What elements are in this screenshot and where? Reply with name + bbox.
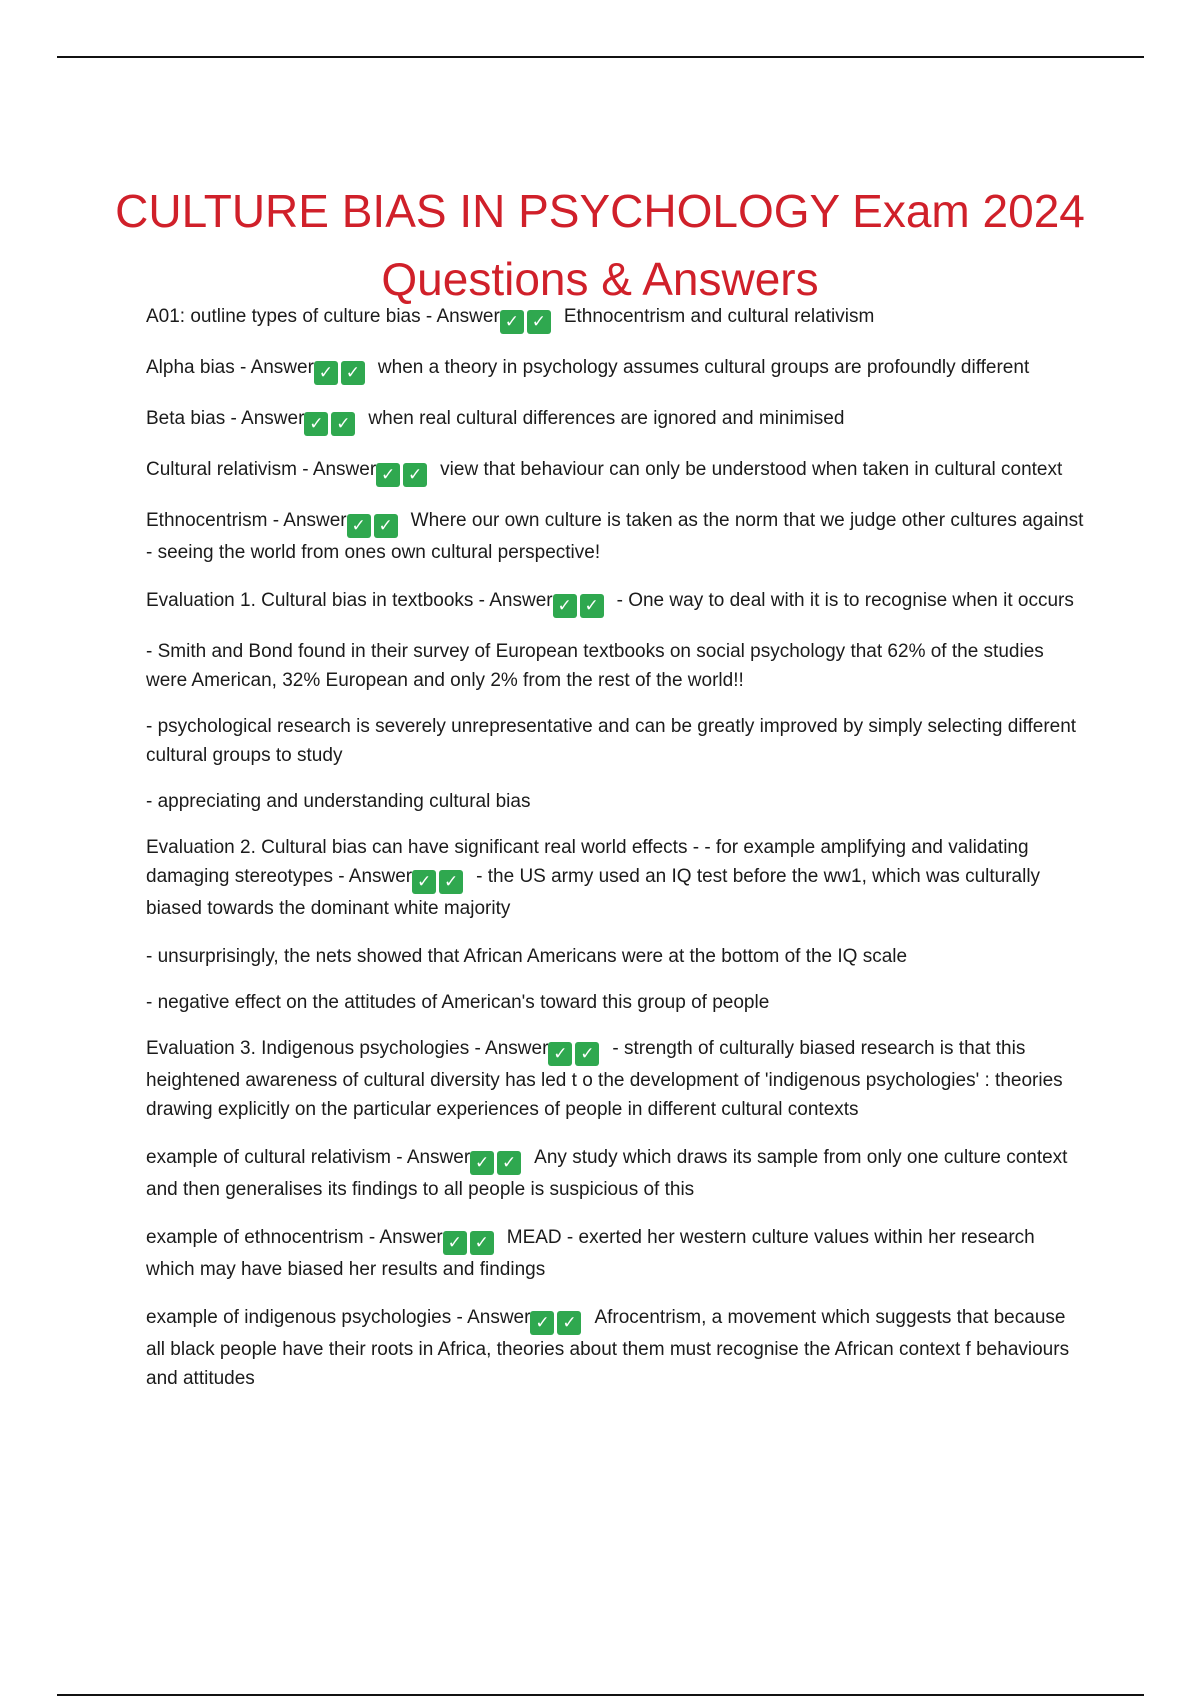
check-icon: ✓ — [553, 594, 577, 618]
qa-item — [146, 1223, 1086, 1284]
answer-continuation: - Smith and Bond found in their survey of European textbooks on social psychology that 62% of the studies were American, 32% European and only 2% from the rest of the world!! — [146, 641, 1044, 691]
check-icon: ✓ — [403, 463, 427, 487]
question-term: Evaluation 3. Indigenous psychologies - Answer — [146, 1038, 549, 1059]
qa-item — [146, 1034, 1086, 1124]
answer-text: - strength of culturally biased research is that this heightened awareness of cultural diversity has led t o the development of 'indigenous psychologies' : theories drawing explicitly on the particular experiences of people in different cultural contexts — [146, 1038, 1063, 1120]
check-icon: ✓ — [374, 514, 398, 538]
answer-continuation: - appreciating and understanding cultural bias — [146, 791, 531, 812]
check-icon: ✓ — [443, 1231, 467, 1255]
answer-checkmarks — [412, 866, 466, 892]
answer-text: - One way to deal with it is to recognise when it occurs — [616, 590, 1074, 611]
answer-checkmarks — [553, 590, 607, 616]
answer-text: Where our own culture is taken as the norm that we judge other cultures against - seeing the world from ones own cultural perspective! — [146, 510, 1084, 563]
qa-item — [146, 1143, 1086, 1204]
check-icon: ✓ — [580, 594, 604, 618]
answer-checkmarks — [548, 1038, 602, 1064]
bottom-rule — [57, 1694, 1144, 1696]
question-term: example of indigenous psychologies - Answer — [146, 1307, 531, 1328]
answer-continuation: - negative effect on the attitudes of American's toward this group of people — [146, 992, 770, 1013]
answer-text: Ethnocentrism and cultural relativism — [563, 306, 875, 327]
question-term: example of cultural relativism - Answer — [146, 1147, 471, 1168]
check-icon: ✓ — [575, 1042, 599, 1066]
answer-text: Afrocentrism, a movement which suggests that because all black people have their roots in Africa, theories about them must recognise the African context f behaviours and attitudes — [146, 1307, 1070, 1389]
check-icon: ✓ — [500, 310, 524, 334]
answer-checkmarks — [304, 408, 358, 434]
answer-checkmarks — [500, 306, 554, 332]
question-term: Alpha bias - Answer — [146, 357, 314, 378]
check-icon: ✓ — [470, 1231, 494, 1255]
question-term: Beta bias - Answer — [146, 408, 305, 429]
check-icon: ✓ — [331, 412, 355, 436]
answer-text: view that behaviour can only be understood when taken in cultural context — [440, 459, 1063, 480]
check-icon: ✓ — [557, 1311, 581, 1335]
qa-item — [146, 353, 1086, 385]
answer-continuation: - unsurprisingly, the nets showed that African Americans were at the bottom of the IQ scale — [146, 946, 908, 967]
qa-item — [146, 302, 1086, 334]
answer-continuation: - psychological research is severely unrepresentative and can be greatly improved by simply selecting different cultural groups to study — [146, 716, 1077, 766]
check-icon: ✓ — [497, 1151, 521, 1175]
answer-text: Any study which draws its sample from only one culture context and then generalises its findings to all people is suspicious of this — [146, 1147, 1068, 1200]
qa-item — [146, 506, 1086, 567]
check-icon: ✓ — [548, 1042, 572, 1066]
question-term: example of ethnocentrism - Answer — [146, 1227, 443, 1248]
qa-list — [146, 302, 1086, 1412]
question-term: Evaluation 1. Cultural bias in textbooks - Answer — [146, 590, 553, 611]
qa-item — [146, 1303, 1086, 1393]
answer-checkmarks — [470, 1147, 524, 1173]
title-line-1: CULTURE BIAS IN PSYCHOLOGY Exam 2024 — [115, 184, 1085, 237]
answer-text: - the US army used an IQ test before the ww1, which was culturally biased towards the dominant white majority — [146, 866, 1041, 919]
check-icon: ✓ — [527, 310, 551, 334]
answer-checkmarks — [376, 459, 430, 485]
top-rule — [57, 56, 1144, 58]
answer-checkmarks — [530, 1307, 584, 1333]
answer-text: MEAD - exerted her western culture values within her research which may have biased her results and findings — [146, 1227, 1035, 1280]
answer-checkmarks — [443, 1227, 497, 1253]
check-icon: ✓ — [314, 361, 338, 385]
check-icon: ✓ — [341, 361, 365, 385]
qa-item — [146, 404, 1086, 436]
answer-text: when a theory in psychology assumes cultural groups are profoundly different — [377, 357, 1030, 378]
check-icon: ✓ — [347, 514, 371, 538]
qa-item — [146, 833, 1086, 923]
answer-checkmarks — [314, 357, 368, 383]
answer-checkmarks — [347, 510, 401, 536]
qa-item — [146, 455, 1086, 487]
question-term: Evaluation 2. Cultural bias can have significant real world effects - - for example amplifying and validating damaging stereotypes - Answer — [146, 837, 1029, 887]
check-icon: ✓ — [439, 870, 463, 894]
question-term: A01: outline types of culture bias - Answer — [146, 306, 500, 327]
title-line-2: Questions & Answers — [381, 252, 819, 305]
answer-text: when real cultural differences are ignored and minimised — [368, 408, 845, 429]
page-title — [100, 177, 1100, 313]
check-icon: ✓ — [530, 1311, 554, 1335]
check-icon: ✓ — [470, 1151, 494, 1175]
question-term: Cultural relativism - Answer — [146, 459, 377, 480]
check-icon: ✓ — [304, 412, 328, 436]
check-icon: ✓ — [412, 870, 436, 894]
check-icon: ✓ — [376, 463, 400, 487]
question-term: Ethnocentrism - Answer — [146, 510, 347, 531]
qa-item — [146, 586, 1086, 618]
